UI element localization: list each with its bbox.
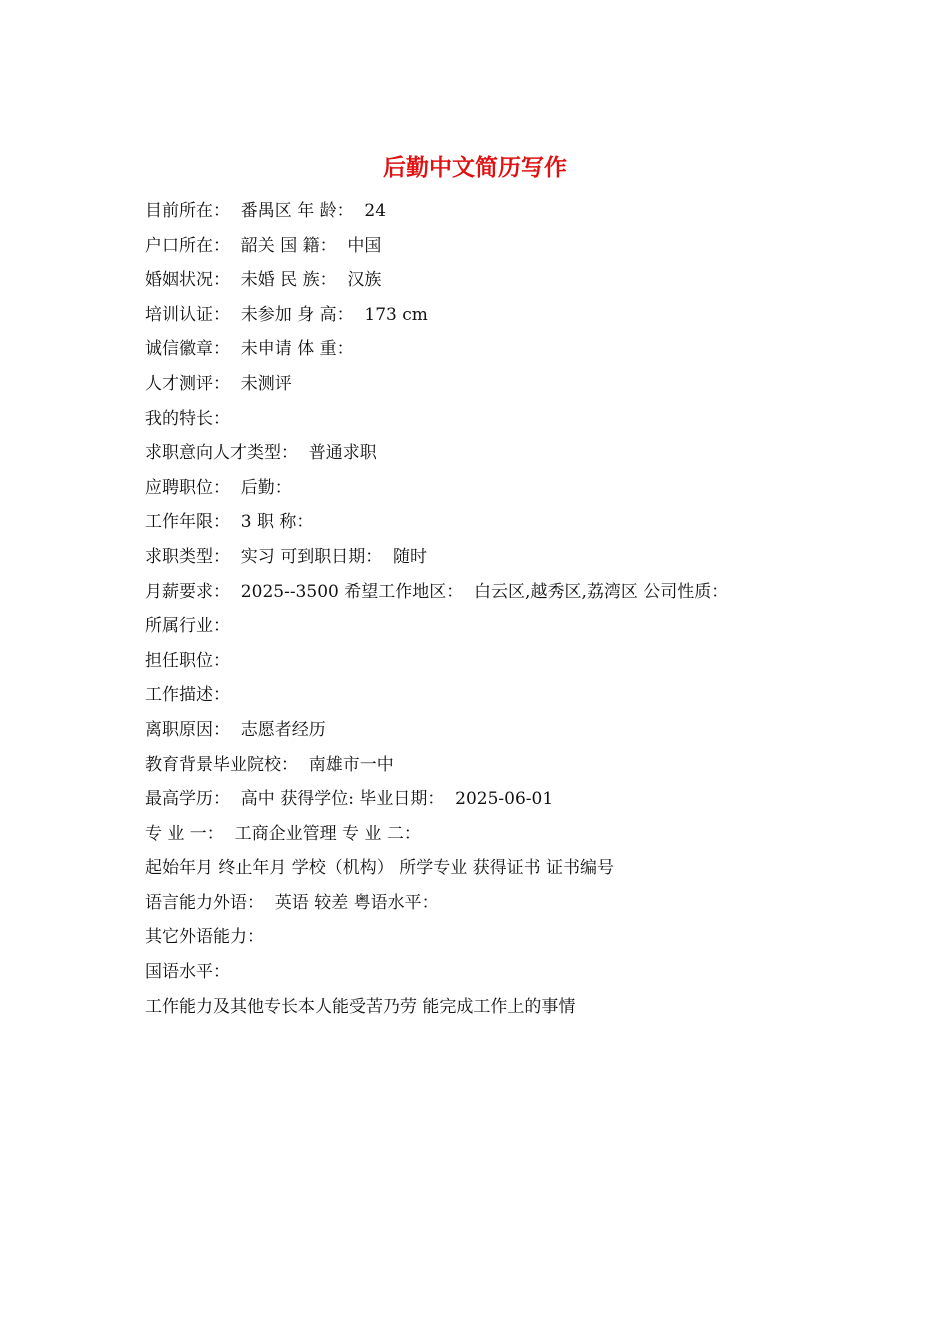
text-line-salary: 月薪要求： 2025--3500 希望工作地区： 白云区,越秀区,荔湾区 公司性质： xyxy=(145,581,729,602)
document-title: 后勤中文简历写作 xyxy=(383,155,567,181)
text-line-abilities: 工作能力及其他专长本人能受苦乃劳 能完成工作上的事情 xyxy=(145,996,576,1017)
text-line-location: 目前所在： 番禺区 年 龄： 24 xyxy=(145,201,387,221)
text-line-education-header: 起始年月 终止年月 学校（机构） 所学专业 获得证书 证书编号 xyxy=(145,858,615,879)
resume-body xyxy=(145,194,925,1024)
text-line-mandarin: 国语水平： xyxy=(145,962,230,983)
text-line-job-description: 工作描述： xyxy=(145,685,230,706)
text-line-education: 最高学历： 高中 获得学位: 毕业日期： 2025-06-01 xyxy=(145,789,554,810)
text-line-job-type: 求职类型： 实习 可到职日期： 随时 xyxy=(145,546,428,567)
text-line-leave-reason: 离职原因： 志愿者经历 xyxy=(145,719,326,740)
text-line-held-position: 担任职位： xyxy=(145,650,230,671)
text-line-industry: 所属行业： xyxy=(145,616,230,637)
text-line-specialty: 我的特长： xyxy=(145,408,230,429)
text-line-assessment: 人才测评： 未测评 xyxy=(145,373,292,394)
text-line-training: 培训认证： 未参加 身 高： 173 cm xyxy=(145,304,428,325)
text-line-integrity: 诚信徽章： 未申请 体 重： xyxy=(145,339,354,360)
text-line-other-language: 其它外语能力： xyxy=(145,927,264,948)
text-line-school: 教育背景毕业院校： 南雄市一中 xyxy=(145,754,394,775)
text-line-years: 工作年限： 3 职 称： xyxy=(145,512,314,533)
text-line-language: 语言能力外语： 英语 较差 粤语水平： xyxy=(145,892,439,913)
text-line-marital: 婚姻状况： 未婚 民 族： 汉族 xyxy=(145,270,382,291)
text-line-job-intent: 求职意向人才类型： 普通求职 xyxy=(145,443,377,464)
text-line-position: 应聘职位： 后勤： xyxy=(145,477,292,498)
text-line-household: 户口所在： 韶关 国 籍： 中国 xyxy=(145,235,382,256)
text-line-major: 专 业 一： 工商企业管理 专 业 二： xyxy=(145,823,421,844)
